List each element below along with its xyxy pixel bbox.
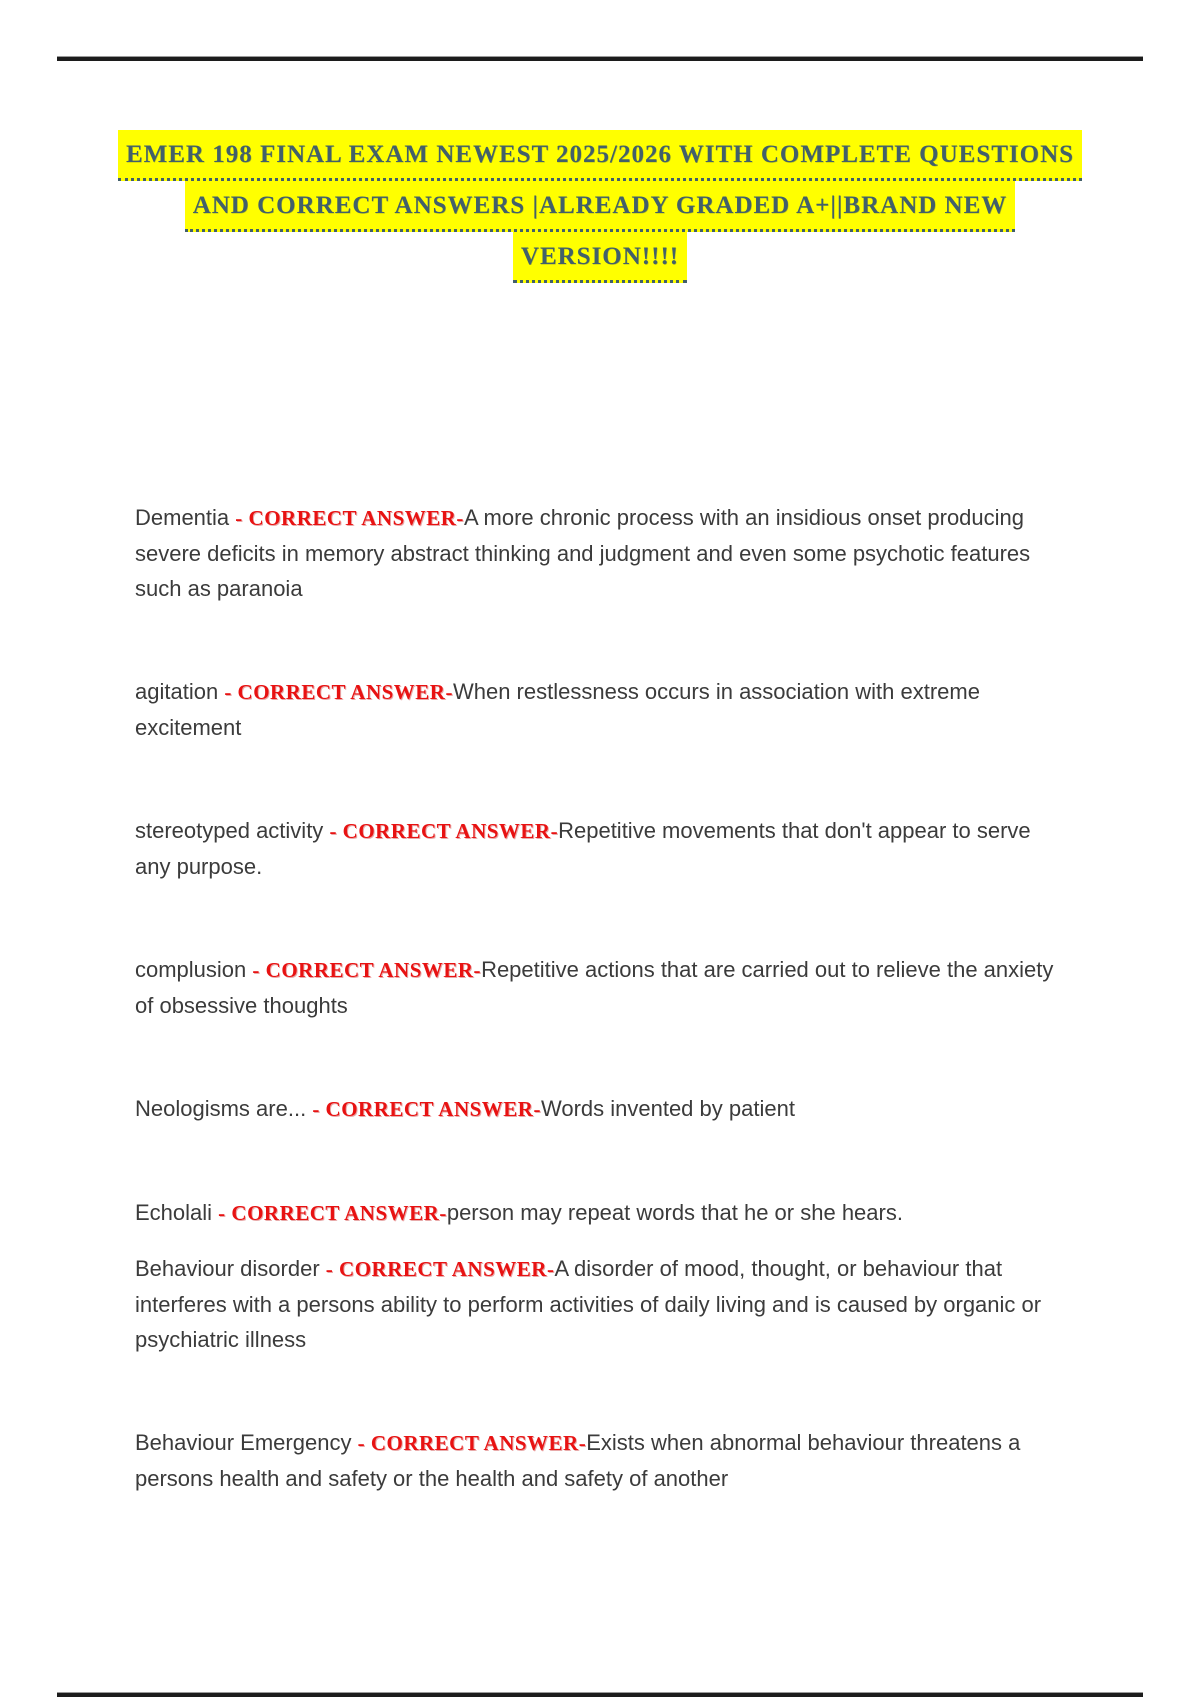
correct-answer-marker: - CORRECT ANSWER- [357, 1431, 587, 1455]
qa-entry [135, 674, 1070, 745]
qa-list [135, 500, 1070, 1496]
title-line [95, 232, 1105, 283]
qa-entry [135, 500, 1070, 606]
qa-answer: A more chronic process with an insidious onset producing severe deficits in memory abstract thinking and judgment and even some psychotic features such as paranoia [135, 505, 1031, 601]
correct-answer-marker: - CORRECT ANSWER- [224, 680, 453, 704]
title-line [95, 181, 1105, 232]
correct-answer-marker: - CORRECT ANSWER- [329, 819, 559, 843]
title-highlight: EMER 198 FINAL EXAM NEWEST 2025/2026 WITH COMPLETE QUESTIONS [118, 130, 1082, 181]
qa-term: Dementia [135, 505, 230, 530]
qa-term: Echolali [135, 1200, 213, 1225]
correct-answer-marker: - CORRECT ANSWER- [325, 1257, 555, 1281]
qa-answer: person may repeat words that he or she hears. [446, 1200, 903, 1225]
correct-answer-marker: - CORRECT ANSWER- [218, 1201, 447, 1225]
qa-entry [135, 1195, 1070, 1231]
qa-term: complusion [135, 957, 247, 982]
top-border-rule [57, 56, 1143, 61]
qa-entry [135, 1251, 1070, 1357]
correct-answer-marker: - CORRECT ANSWER- [235, 506, 464, 530]
qa-term: Behaviour disorder [135, 1256, 320, 1281]
qa-term: Neologisms are... [135, 1096, 307, 1121]
qa-entry [135, 1091, 1070, 1127]
qa-term: agitation [135, 679, 219, 704]
title-line [95, 130, 1105, 181]
qa-entry [135, 952, 1070, 1023]
title-highlight: AND CORRECT ANSWERS |ALREADY GRADED A+||BRAND NEW [185, 181, 1016, 232]
qa-answer: When restlessness occurs in association with extreme excitement [135, 679, 980, 740]
bottom-border-rule [57, 1692, 1143, 1697]
correct-answer-marker: - CORRECT ANSWER- [252, 958, 482, 982]
qa-answer: Repetitive movements that don't appear to serve any purpose. [135, 818, 1031, 879]
qa-answer: A disorder of mood, thought, or behaviour that interferes with a persons ability to perform activities of daily living and is caused by organic or psychiatric illness [135, 1256, 1042, 1352]
qa-answer: Exists when abnormal behaviour threatens a persons health and safety or the health and safety of another [135, 1430, 1021, 1491]
title-highlight: VERSION!!!! [513, 232, 687, 283]
qa-entry [135, 813, 1070, 884]
qa-entry [135, 1425, 1070, 1496]
qa-term: Behaviour Emergency [135, 1430, 352, 1455]
qa-answer: Repetitive actions that are carried out to relieve the anxiety of obsessive thoughts [135, 957, 1054, 1018]
qa-answer: Words invented by patient [540, 1096, 795, 1121]
correct-answer-marker: - CORRECT ANSWER- [312, 1097, 541, 1121]
page-title [95, 130, 1105, 283]
qa-term: stereotyped activity [135, 818, 324, 843]
